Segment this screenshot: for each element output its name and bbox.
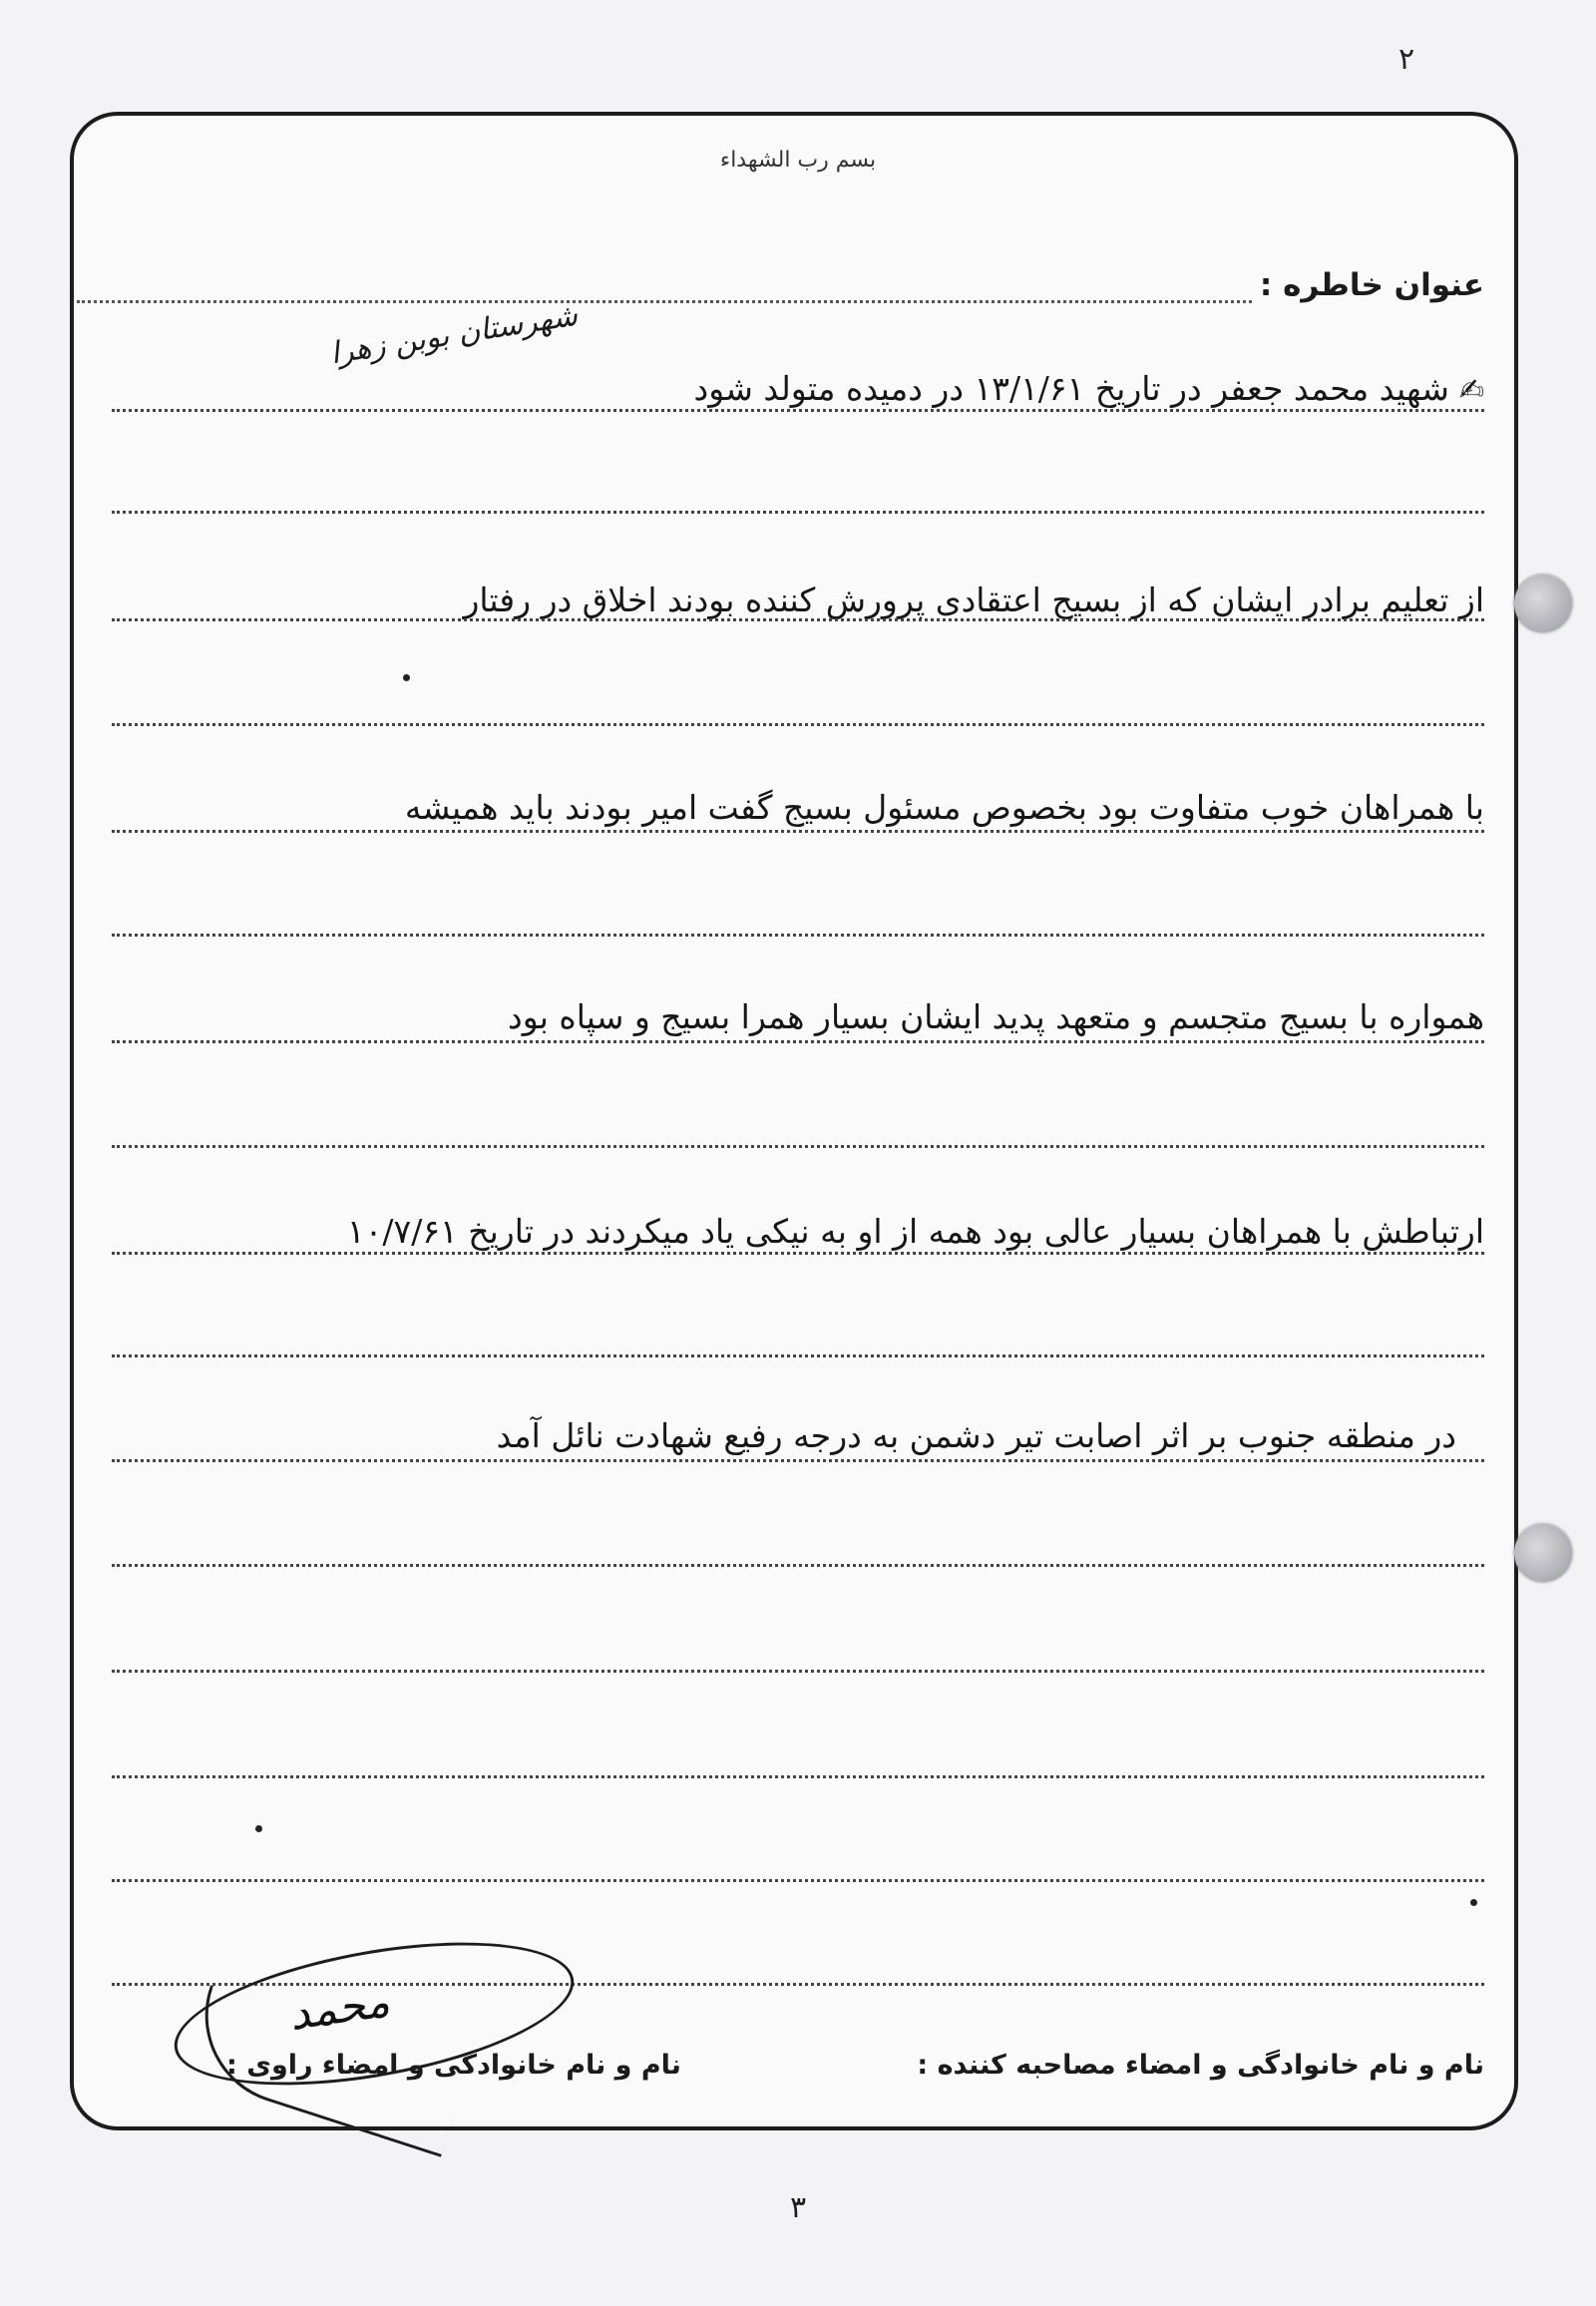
ruled-line <box>112 830 1484 833</box>
ink-speck <box>255 1825 262 1832</box>
memoir-line-5: ارتباطش با همراهان بسیار عالی بود همه از او به نیکی یاد میکردند در تاریخ ۱۰/۷/۶۱ <box>346 1212 1484 1251</box>
memoir-line-6: در منطقه جنوب بر اثر اصابت تیر دشمن به درجه رفیع شهادت نائل آمد <box>496 1416 1456 1455</box>
memoir-title-label: عنوان خاطره : <box>1259 267 1484 303</box>
ruled-line <box>112 1775 1484 1778</box>
ink-speck <box>1470 1899 1477 1906</box>
ruled-line <box>112 723 1484 726</box>
punch-hole <box>1514 575 1572 632</box>
narrator-signature: محمد <box>285 1976 393 2041</box>
ruled-line <box>112 1040 1484 1043</box>
ruled-line <box>112 1145 1484 1148</box>
corner-mark: ۲ <box>1398 42 1415 77</box>
ruled-line <box>112 934 1484 937</box>
interviewer-signature-label: نام و نام خانوادگی و امضاء مصاحبه کننده : <box>917 2050 1484 2081</box>
pen-mark-icon: ✍ <box>1458 373 1484 408</box>
punch-hole <box>1514 1524 1572 1582</box>
memoir-line-2: از تعلیم برادر ایشان که از بسیج اعتقادی پرورش کننده بودند اخلاق در رفتار <box>463 580 1484 619</box>
memoir-line-4: همواره با بسیج متجسم و متعهد پدید ایشان بسیار همرا بسیج و سپاه بود <box>508 997 1484 1036</box>
handwritten-insertion: شهرستان بوبن زهرا <box>327 297 581 372</box>
ruled-lines <box>112 0 1484 2306</box>
ruled-line <box>112 1670 1484 1673</box>
ruled-line <box>112 511 1484 514</box>
ruled-line <box>112 1459 1484 1462</box>
ruled-line <box>112 1564 1484 1567</box>
ruled-line <box>112 618 1484 621</box>
ink-speck <box>403 674 410 681</box>
ruled-line <box>112 1354 1484 1357</box>
page-number: ۳ <box>789 2190 807 2225</box>
memoir-line-1: ✍شهید محمد جعفر در تاریخ ۱۳/۱/۶۱ در دمیده متولد شود <box>693 369 1484 408</box>
ruled-line <box>112 1252 1484 1255</box>
ruled-line <box>112 409 1484 412</box>
narrator-signature-label: نام و نام خانوادگی و امضاء راوی : <box>226 2050 681 2081</box>
signature-footer <box>112 2050 1484 2081</box>
memoir-line-3: با همراهان خوب متفاوت بود بخصوص مسئول بسیج گفت امیر بودند باید همیشه <box>404 788 1484 827</box>
ruled-line <box>112 1879 1484 1882</box>
bismillah-header: بسم رب الشهداء <box>719 148 877 173</box>
